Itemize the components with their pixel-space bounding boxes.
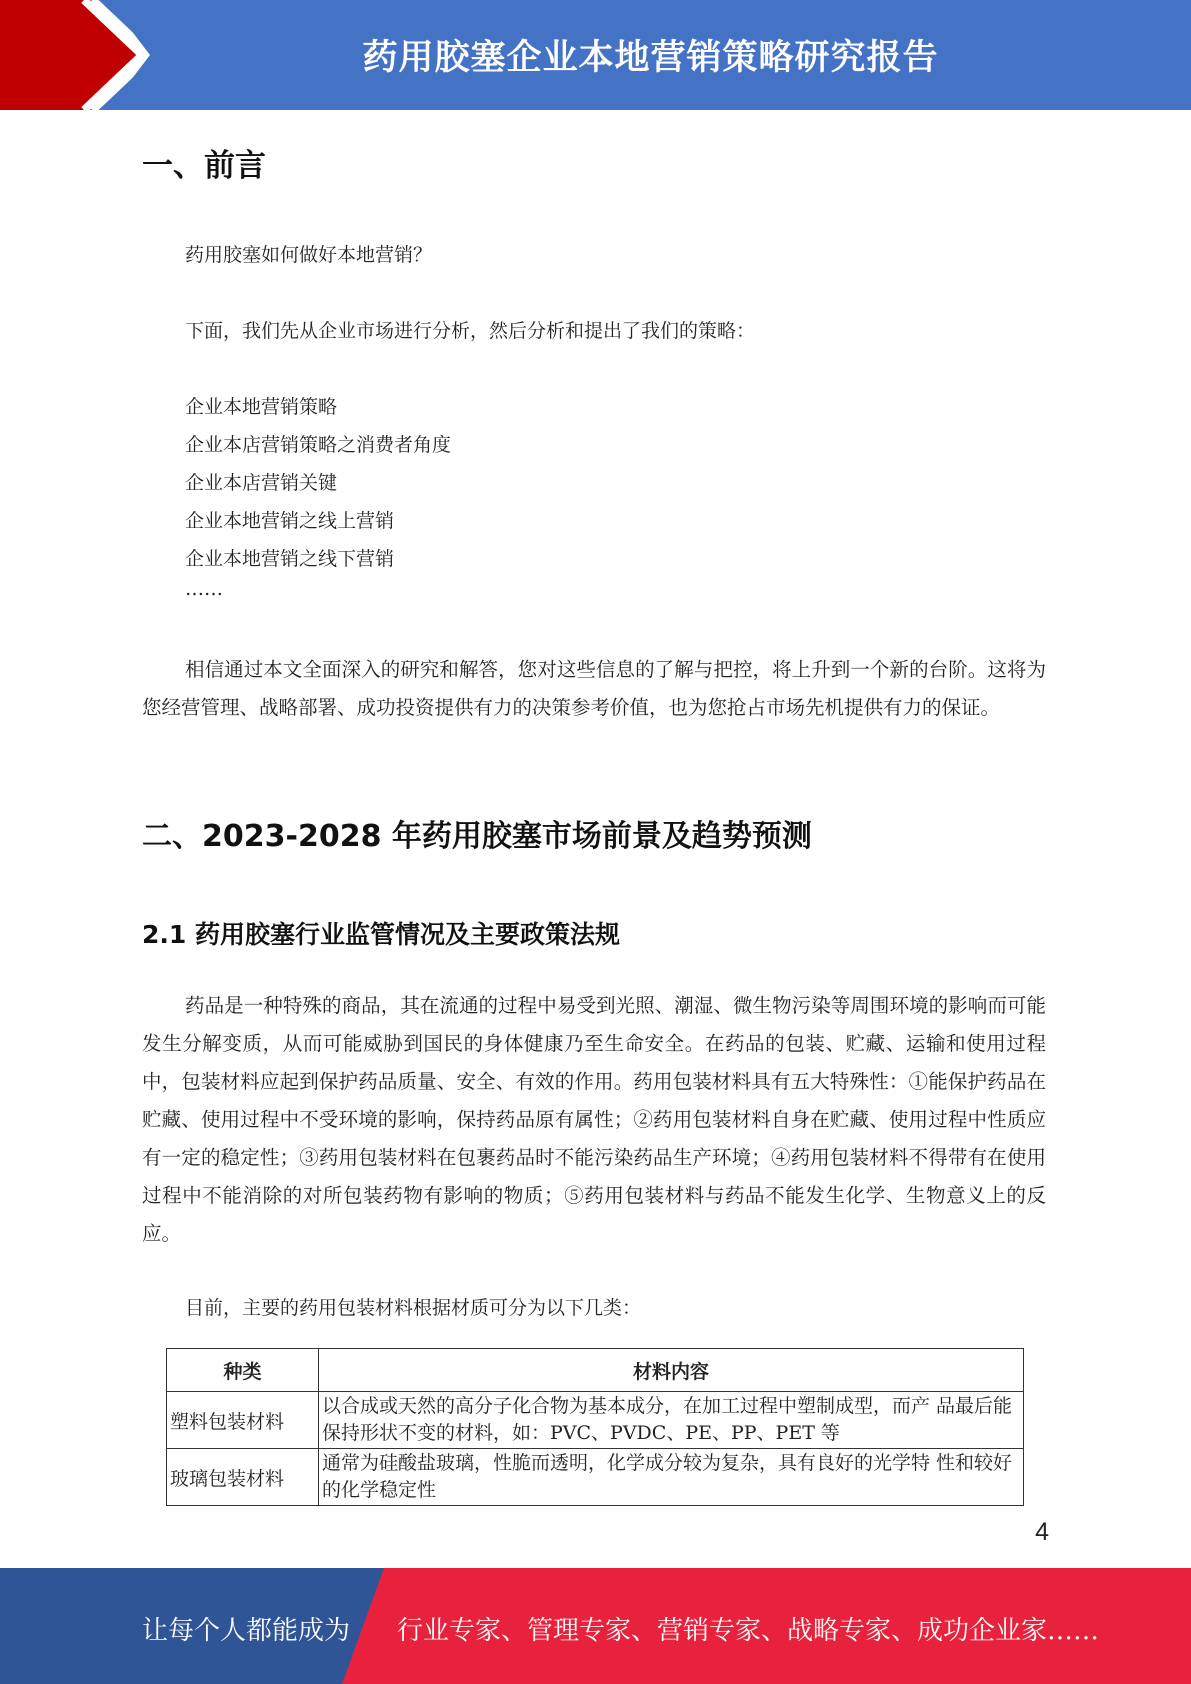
table-cell-kind: 玻璃包装材料 <box>167 1449 319 1506</box>
preface-intro: 下面，我们先从企业市场进行分析，然后分析和提出了我们的策略： <box>185 320 756 342</box>
strategy-list-item: 企业本店营销策略之消费者角度 <box>185 434 452 456</box>
page-number: 4 <box>1035 1518 1049 1546</box>
footer-slogan-left: 让每个人都能成为 <box>142 1616 351 1646</box>
table-header-kind: 种类 <box>167 1349 319 1392</box>
strategy-list-item: 企业本地营销策略 <box>185 396 338 418</box>
section-heading-forecast: 二、2023-2028 年药用胶塞市场前景及趋势预测 <box>142 819 812 854</box>
strategy-list-item: 企业本店营销关键 <box>185 472 338 494</box>
header-chevron-logo <box>0 0 150 110</box>
packaging-materials-table <box>166 1348 1024 1506</box>
table-row <box>167 1392 1024 1449</box>
table-header-row <box>167 1349 1024 1392</box>
section-heading-preface: 一、前言 <box>142 148 266 184</box>
subsection-heading-regulation: 2.1 药用胶塞行业监管情况及主要政策法规 <box>142 920 620 949</box>
regulation-paragraph: 药品是一种特殊的商品，其在流通的过程中易受到光照、潮湿、微生物污染等周围环境的影响而可能发生分解变质，从而可能威胁到国民的身体健康乃至生命安全。在药品的包装、贮藏、运输和使用过程中，包装材料应起到保护药品质量、安全、有效的作用。药用包装材料具有五大特殊性：①能保护药品在贮藏、使用过程中不受环境的影响，保持药品原有属性；②药用包装材料自身在贮藏、使用过程中性质应有一定的稳定性；③药用包装材料在包裹药品时不能污染药品生产环境；④药用包装材料不得带有在使用过程中不能消除的对所包装药物有影响的物质；⑤药用包装材料与药品不能发生化学、生物意义上的反应。 <box>142 994 1046 1245</box>
strategy-list-item: 企业本地营销之线下营销 <box>185 548 395 570</box>
table-header-content: 材料内容 <box>319 1349 1024 1392</box>
table-intro: 目前，主要的药用包装材料根据材质可分为以下几类： <box>185 1297 642 1319</box>
table-cell-content: 以合成或天然的高分子化合物为基本成分，在加工过程中塑制成型，而产 品最后能保持形状不变的材料，如：PVC、PVDC、PE、PP、PET 等 <box>319 1392 1024 1449</box>
table-row <box>167 1449 1024 1506</box>
table-cell-kind: 塑料包装材料 <box>167 1392 319 1449</box>
report-title: 药用胶塞企业本地营销策略研究报告 <box>362 38 939 78</box>
strategy-list-item: 企业本地营销之线上营销 <box>185 510 395 532</box>
preface-question: 药用胶塞如何做好本地营销？ <box>185 244 433 266</box>
preface-closing-paragraph: 相信通过本文全面深入的研究和解答，您对这些信息的了解与把控，将上升到一个新的台阶。这将为您经营管理、战略部署、成功投资提供有力的决策参考价值，也为您抢占市场先机提供有力的保证。 <box>142 658 1046 719</box>
strategy-list-ellipsis: …… <box>185 578 223 600</box>
footer-slogan-right: 行业专家、管理专家、营销专家、战略专家、成功企业家…… <box>397 1616 1100 1646</box>
table-cell-content: 通常为硅酸盐玻璃，性脆而透明，化学成分较为复杂，具有良好的光学特 性和较好的化学稳定性 <box>319 1449 1024 1506</box>
